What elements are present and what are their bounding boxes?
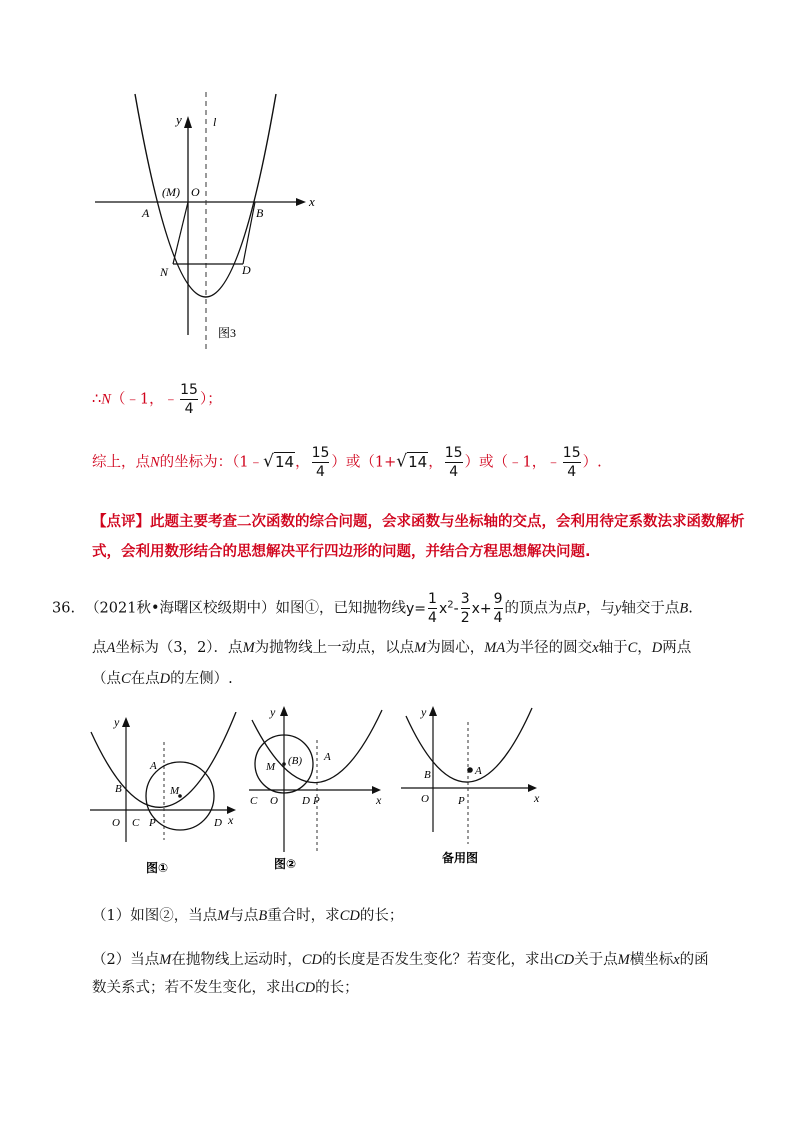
var-ma: MA bbox=[484, 640, 506, 656]
summary-or-2: ）或（﹣1，﹣ bbox=[464, 454, 561, 471]
therefore-symbol: ∴ bbox=[92, 391, 102, 408]
eq-x2: x bbox=[438, 600, 448, 617]
fraction-15-4 bbox=[180, 383, 198, 416]
fig2-label-b: (B) bbox=[288, 755, 303, 767]
p2e: 横坐标 bbox=[629, 952, 674, 968]
fig3-label-d: D bbox=[242, 263, 251, 277]
q36-l2c: 为抛物线上一动点，以点 bbox=[254, 640, 415, 656]
fig2-label-x: x bbox=[376, 793, 382, 807]
eq-x: x+ bbox=[471, 600, 492, 617]
var-cd: CD bbox=[295, 980, 316, 996]
frac-num: 1 bbox=[428, 591, 437, 607]
eq-minus: - bbox=[453, 600, 459, 617]
frac-den: 2 bbox=[460, 610, 470, 626]
fig3-label-x: x bbox=[309, 194, 315, 209]
fig3b-label-p: P bbox=[458, 795, 465, 807]
q36-tail-3: 轴交于点 bbox=[621, 600, 680, 617]
fig3b-label-x: x bbox=[534, 791, 540, 805]
var-m: M bbox=[159, 952, 172, 968]
var-x: x bbox=[673, 952, 680, 968]
p1d: 的长； bbox=[359, 908, 404, 924]
var-d: D bbox=[159, 671, 171, 687]
frac-den: 4 bbox=[567, 464, 577, 480]
fig2-label-d: D bbox=[302, 795, 310, 807]
fig1-label-a: A bbox=[150, 760, 157, 772]
comment-line-1: 【点评】此题主要考查二次函数的综合问题，会求函数与坐标轴的交点，会利用待定系数法求函数解析 bbox=[92, 514, 745, 530]
fig3b-label-y: y bbox=[421, 705, 427, 719]
figure-1 bbox=[86, 712, 246, 882]
var-a: A bbox=[106, 640, 116, 656]
fig3-label-m: (M) bbox=[162, 185, 180, 199]
coord-open: （﹣1，﹣ bbox=[110, 391, 179, 408]
p2-l2b: 的长； bbox=[315, 980, 359, 996]
fig1-label-y: y bbox=[114, 715, 120, 729]
fig1-label-p: P bbox=[149, 817, 156, 829]
q36-tail-2: ，与 bbox=[585, 600, 615, 617]
eq-c bbox=[494, 592, 503, 625]
fig3-label-b: B bbox=[256, 206, 264, 220]
fig3b-label-a: A bbox=[475, 765, 482, 777]
q36-l3c: 的左侧）. bbox=[170, 671, 233, 687]
var-c: C bbox=[627, 640, 638, 656]
var-d: D bbox=[651, 640, 663, 656]
var-m: M bbox=[217, 908, 230, 924]
comma-1: ， bbox=[295, 454, 310, 471]
var-cd: CD bbox=[553, 952, 575, 968]
q36-l3b: 在点 bbox=[130, 671, 160, 687]
eq-a bbox=[428, 592, 437, 625]
q36-l2e: 为半径的圆交 bbox=[505, 640, 593, 656]
fig3b-label-b: B bbox=[424, 769, 431, 781]
summary-end: ）. bbox=[582, 454, 602, 471]
comma-2: ， bbox=[428, 454, 443, 471]
var-b: B bbox=[679, 600, 689, 617]
frac-num: 9 bbox=[493, 591, 503, 607]
part-1 bbox=[92, 904, 403, 925]
p1a: （1）如图②，当点 bbox=[92, 908, 218, 924]
var-b: B bbox=[258, 908, 268, 924]
comment-line-2: 式，会利用数形结合的思想解决平行四边形的问题，并结合方程思想解决问题. bbox=[92, 544, 591, 560]
frac-den: 4 bbox=[316, 464, 325, 480]
var-m: M bbox=[414, 640, 427, 656]
q36-l2h: 两点 bbox=[662, 640, 692, 656]
q36-l2g: ， bbox=[637, 640, 652, 656]
sqrt-icon: √ bbox=[396, 451, 408, 472]
fig3b-label-o: O bbox=[421, 793, 429, 805]
radicand-2: 14 bbox=[408, 452, 428, 471]
part-2-line-2 bbox=[92, 976, 359, 997]
answer-n-line bbox=[92, 383, 222, 416]
fig3-label-l: l bbox=[213, 115, 217, 129]
summary-mid: 的坐标为：（1﹣ bbox=[159, 454, 264, 471]
p2c: 的长度是否发生变化？若变化，求出 bbox=[321, 952, 554, 968]
var-m: M bbox=[242, 640, 255, 656]
var-y: y bbox=[614, 600, 622, 617]
fraction-1 bbox=[312, 446, 330, 479]
fig2-label-c: C bbox=[250, 795, 258, 807]
var-p: P bbox=[577, 600, 586, 617]
q36-tail-4: . bbox=[688, 600, 693, 617]
fig1-label-c: C bbox=[132, 817, 140, 829]
summary-or-1: ）或（1+ bbox=[331, 454, 397, 471]
frac-den: 4 bbox=[449, 464, 459, 480]
summary-line bbox=[92, 446, 602, 479]
eq-b bbox=[461, 592, 470, 625]
frac-num: 3 bbox=[460, 591, 470, 607]
radicand-1: 14 bbox=[275, 452, 295, 471]
q36-line-3 bbox=[92, 667, 233, 688]
fig3-label-a: A bbox=[142, 206, 150, 220]
frac-num: 15 bbox=[180, 382, 198, 398]
p2b: 在抛物线上运动时， bbox=[171, 952, 302, 968]
sqrt-icon: √ bbox=[263, 451, 274, 472]
coord-close: ）； bbox=[199, 391, 222, 408]
fig3-caption: 图3 bbox=[218, 326, 237, 340]
fig1-caption: 图① bbox=[146, 861, 169, 875]
fig2-label-o: O bbox=[270, 795, 278, 807]
q36-tail-1: 的顶点为点 bbox=[504, 600, 578, 617]
fig1-label-o: O bbox=[112, 817, 120, 829]
p1c: 重合时，求 bbox=[267, 908, 340, 924]
fig2-label-y: y bbox=[270, 705, 276, 719]
fig3-label-y: y bbox=[176, 112, 182, 127]
frac-den: 4 bbox=[493, 610, 503, 626]
frac-den: 4 bbox=[184, 401, 194, 417]
fig2-label-m: M bbox=[266, 761, 276, 773]
q36-l2f: 轴于 bbox=[598, 640, 628, 656]
fig3b-caption: 备用图 bbox=[442, 851, 479, 865]
p2-l2a: 数关系式；若不发生变化，求出 bbox=[92, 980, 295, 996]
question-number: 36. bbox=[52, 600, 76, 617]
fig1-label-m: M bbox=[170, 785, 180, 797]
fraction-3 bbox=[563, 446, 581, 479]
var-n: N bbox=[101, 391, 111, 408]
fraction-2 bbox=[445, 446, 463, 479]
p2a: （2）当点 bbox=[92, 952, 160, 968]
question-source: （2021秋•海曙区校级期中）如图①，已知抛物线 bbox=[85, 600, 407, 617]
frac-den: 4 bbox=[428, 610, 437, 626]
p1b: 与点 bbox=[229, 908, 259, 924]
eq-exponent: 2 bbox=[447, 598, 454, 610]
frac-num: 15 bbox=[562, 445, 581, 461]
figure-3 bbox=[90, 90, 320, 355]
frac-num: 15 bbox=[444, 445, 463, 461]
q36-line-2 bbox=[92, 636, 691, 657]
var-cd: CD bbox=[339, 908, 360, 924]
q36-l2a: 点 bbox=[92, 640, 107, 656]
parabola-equation bbox=[406, 591, 505, 626]
fig2-label-a: A bbox=[324, 751, 331, 763]
fig1-label-b: B bbox=[115, 783, 122, 795]
var-n: N bbox=[150, 454, 160, 471]
fig3-label-o: O bbox=[191, 185, 200, 199]
figure-backup bbox=[396, 702, 546, 872]
figure-2 bbox=[244, 700, 394, 875]
fig2-caption: 图② bbox=[274, 857, 297, 871]
var-m: M bbox=[617, 952, 630, 968]
var-cd: CD bbox=[301, 952, 322, 968]
frac-num: 15 bbox=[311, 445, 330, 461]
fig2-label-p: P bbox=[313, 795, 320, 807]
q36-l3a: （点 bbox=[92, 671, 121, 687]
var-x: x bbox=[592, 640, 599, 656]
q36-line-1 bbox=[52, 592, 693, 625]
p2f: 的函 bbox=[679, 952, 709, 968]
fig1-label-x: x bbox=[228, 813, 234, 827]
var-c: C bbox=[121, 671, 131, 687]
summary-lead: 综上，点 bbox=[92, 454, 150, 471]
q36-l2d: 为圆心， bbox=[426, 640, 485, 656]
p2d: 关于点 bbox=[574, 952, 618, 968]
fig3-label-n: N bbox=[160, 265, 169, 279]
q36-l2b: 坐标为（3，2）．点 bbox=[115, 640, 243, 656]
part-2-line-1 bbox=[92, 948, 709, 969]
eq-y: y= bbox=[406, 600, 427, 617]
fig1-label-d: D bbox=[214, 817, 222, 829]
